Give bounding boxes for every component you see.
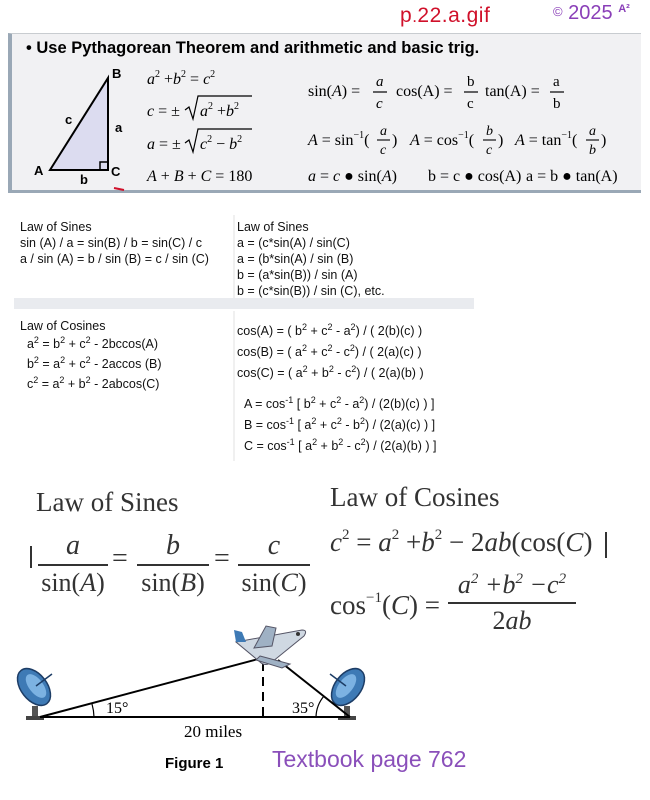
svg-text:b: b (589, 143, 596, 158)
svg-text:c: c (467, 96, 474, 112)
vertex-a-label: A (34, 163, 44, 178)
svg-text:A = sin−1(: $A = \sin^{-1}$( (308, 130, 370, 149)
svg-text:c = ±: c = ± (147, 103, 180, 120)
frac-c-over-sin-c: c sin(C) (238, 530, 310, 598)
triangle-and-formulas (12, 64, 642, 194)
svg-text:a = c ● sin(A): a = c ● sin(A) (308, 168, 397, 185)
frac-a-over-sin-a: a sin(A) (38, 530, 108, 598)
distance-label: 20 miles (184, 722, 243, 741)
vertex-c-label: C (111, 164, 121, 179)
svg-text:tan(A) =: tan(A) = (485, 83, 540, 100)
big-cosines-formula: $c^2 = a^2 +b^2 - 2ab(\cos(C)$ (330, 527, 593, 557)
svg-text:c2 − b2: $c^2 - b^2$ (200, 134, 243, 153)
angle-15-label: 15° (106, 700, 129, 717)
copyright-label: © 2025 $^{A^2}$ (553, 2, 630, 24)
svg-text:): ) (392, 132, 398, 149)
svg-text:c: c (380, 143, 387, 158)
svg-text:cos(A) =: cos(A) = (396, 83, 453, 100)
right-triangle (50, 78, 108, 170)
panel-title: • Use Pythagorean Theorem and arithmetic and basic trig. (26, 39, 480, 57)
svg-text:a2 +b2: $a^2 +b^2$ (200, 101, 240, 120)
svg-text:b: b (467, 74, 475, 90)
svg-text:b: b (553, 96, 561, 112)
svg-text:sin(A) =: sin(A) = (308, 83, 361, 100)
svg-text:a = b ● tan(A): a = b ● tan(A) (526, 168, 618, 185)
pythagorean-formulas (146, 69, 252, 185)
trig-reference-panel (8, 33, 641, 193)
vertex-b-label: B (112, 66, 122, 81)
svg-text:): ) (498, 132, 504, 149)
svg-text:A = tan−1(: $A = \tan^{-1}$( (515, 130, 578, 149)
cosines-left-cell: Law of Cosines $a^2 = b^2 + c^2 - 2bccos(A)$ $b^2 = a^2 + c^2 - 2accos$ (B) $c^2 = a^2 + b^2 - 2abcos(C)$ (20, 319, 162, 391)
side-c-label: c (65, 112, 73, 127)
figure-caption: Figure 1 (165, 755, 224, 772)
side-b-label: b (80, 172, 88, 187)
svg-text:a = ±: a = ± (147, 136, 181, 153)
svg-text:): ) (601, 132, 607, 149)
svg-text:a: a (376, 74, 384, 90)
svg-text:c: c (376, 96, 383, 112)
svg-text:a: a (553, 74, 560, 90)
right-satellite-dish-icon (325, 662, 370, 720)
side-a-label: a (115, 120, 123, 135)
svg-text:b = c ● cos(A): b = c ● cos(A) (428, 168, 522, 185)
law-table (14, 207, 474, 460)
svg-text:c: c (486, 143, 493, 158)
svg-text:b: b (486, 124, 493, 139)
svg-text:a: a (380, 124, 387, 139)
frac-b-over-sin-b: b sin(B) (137, 530, 209, 598)
big-sines-title: Law of Sines (36, 487, 179, 517)
big-inverse-cos-fraction: $a^2 +b^2 -c^2$ 2ab (448, 570, 576, 636)
left-satellite-dish-icon (11, 662, 57, 720)
copyright-icon: © (553, 4, 563, 19)
textbook-reference: Textbook page 762 (272, 746, 467, 772)
sines-right-cell: Law of Sines a = (c*sin(A) / sin(C) a = (b*sin(A) / sin (B) b = (a*sin(B)) / sin (A) b = (c*sin(B)) / sin (C), etc. (237, 220, 385, 298)
big-inverse-cos-lhs: $\cos^{-1}(C)$ = (330, 590, 440, 620)
svg-text:a2 +b2 = c2: $a^2 +b^2 = c^2$ (147, 69, 216, 88)
trig-ratio-formulas (307, 74, 618, 185)
sines-left-cell: Law of Sines sin (A) / a = sin(B) / b = sin(C) / c a / sin (A) = b / sin (B) = c / sin (C) (20, 220, 209, 266)
big-cosines-title: Law of Cosines (330, 482, 500, 512)
cosines-right-cell: cos(A) = ( $b^2 + c^2 - a^2$) / ( 2(b)(c) ) cos(B) = ( $a^2 + c^2 - c^2$) / ( 2(a)(c) ) cos(C) = ( $a^2 + b^2 - c^2$) / ( 2(a)(b) ) $A = \cos^{-1}$ [ $b^2 + c^2 - a^2) / (2(b)(c)$ ) ] $B = \cos^{-1}$ [ $a^2 + c^2 - b^2) / (2(a)(c)$ ) ] $C = \cos^{-1}$ [ $a^2 + b^2 - c^2) / (2(a)(b)$ ) ] (237, 322, 437, 453)
filename-label: p.22.a.gif (400, 4, 491, 27)
airplane-figure (10, 620, 370, 750)
svg-text:A + B + C = 180: A + B + C = 180 (147, 168, 253, 185)
angle-35-label: 35° (292, 700, 315, 717)
svg-text:A = cos−1(: $A = \cos^{-1}$( (410, 130, 475, 149)
svg-text:a: a (589, 124, 596, 139)
